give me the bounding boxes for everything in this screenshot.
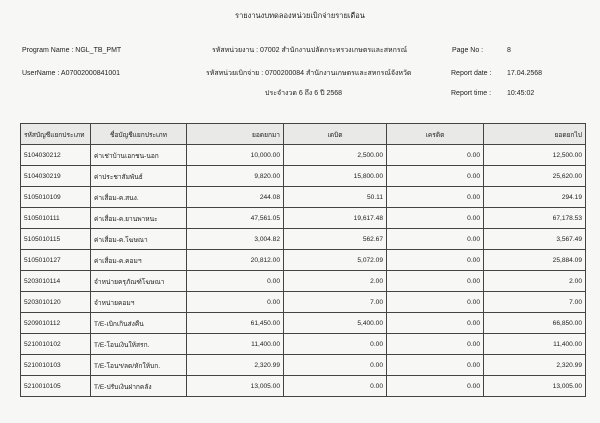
debit-cell: 2,500.00 [284, 145, 387, 166]
report-date-label: Report date : [451, 70, 492, 77]
debit-cell: 562.67 [284, 229, 387, 250]
brought-forward-cell: 0.00 [187, 271, 284, 292]
table-row [21, 208, 586, 229]
account-name-cell: T/E-โอนฯ/ลด/หักให้บก. [91, 355, 187, 376]
table-row [21, 250, 586, 271]
carried-forward-cell: 2.00 [484, 271, 586, 292]
debit-cell: 2.00 [284, 271, 387, 292]
brought-forward-cell: 244.08 [187, 187, 284, 208]
table-row [21, 145, 586, 166]
debit-cell: 5,400.00 [284, 313, 387, 334]
credit-cell: 0.00 [387, 187, 484, 208]
report-time-label: Report time : [451, 90, 492, 97]
account-name-cell: ค่าเช่าบ้านเอกชน-นอก [91, 145, 187, 166]
debit-cell: 50.11 [284, 187, 387, 208]
column-header-carried-forward: ยอดยกไป [484, 124, 586, 145]
debit-cell: 19,617.48 [284, 208, 387, 229]
account-name-cell: T/E-โอนเงินให้สรก. [91, 334, 187, 355]
brought-forward-cell: 0.00 [187, 292, 284, 313]
trial-balance-table [20, 123, 586, 397]
account-code-cell: 5210010103 [21, 355, 91, 376]
brought-forward-cell: 61,450.00 [187, 313, 284, 334]
username: UserName : A07002000841001 [22, 70, 121, 77]
account-code-cell: 5104030219 [21, 166, 91, 187]
table-header-row [21, 124, 586, 145]
column-header-debit: เดบิต [284, 124, 387, 145]
carried-forward-cell: 3,567.49 [484, 229, 586, 250]
credit-cell: 0.00 [387, 271, 484, 292]
debit-cell: 0.00 [284, 376, 387, 397]
credit-cell: 0.00 [387, 166, 484, 187]
carried-forward-cell: 11,400.00 [484, 334, 586, 355]
credit-cell: 0.00 [387, 355, 484, 376]
report-date: 17.04.2568 [507, 70, 543, 77]
account-name-cell: ค่าประชาสัมพันธ์ [91, 166, 187, 187]
table-row [21, 187, 586, 208]
debit-cell: 5,072.09 [284, 250, 387, 271]
account-name-cell: T/E-เบิกเกินส่งคืน [91, 313, 187, 334]
credit-cell: 0.00 [387, 334, 484, 355]
account-code-cell: 5210010105 [21, 376, 91, 397]
account-code-cell: 5105010109 [21, 187, 91, 208]
report-title: รายงานงบทดลองหน่วยเบิกจ่ายรายเดือน [235, 11, 365, 20]
account-name-cell: ค่าเสื่อม-ค.คอมฯ [91, 250, 187, 271]
table-row [21, 292, 586, 313]
account-code-cell: 5203010114 [21, 271, 91, 292]
debit-cell: 0.00 [284, 334, 387, 355]
credit-cell: 0.00 [387, 313, 484, 334]
disbursing-unit: รหัสหน่วยเบิกจ่าย : 0700200084 สำนักงานเกษตรและสหกรณ์จังหวัด [206, 70, 412, 77]
program-name: Program Name : NGL_TB_PMT [22, 47, 122, 54]
carried-forward-cell: 25,620.00 [484, 166, 586, 187]
table-row [21, 313, 586, 334]
account-code-cell: 5105010111 [21, 208, 91, 229]
credit-cell: 0.00 [387, 145, 484, 166]
table-row [21, 271, 586, 292]
credit-cell: 0.00 [387, 208, 484, 229]
debit-cell: 7.00 [284, 292, 387, 313]
account-name-cell: จำหน่ายครุภัณฑ์โฆษณา [91, 271, 187, 292]
account-code-cell: 5105010115 [21, 229, 91, 250]
account-code-cell: 5104030212 [21, 145, 91, 166]
column-header-account-code: รหัสบัญชีแยกประเภท [21, 124, 91, 145]
column-header-brought-forward: ยอดยกมา [187, 124, 284, 145]
account-code-cell: 5210010102 [21, 334, 91, 355]
brought-forward-cell: 20,812.00 [187, 250, 284, 271]
brought-forward-cell: 2,320.99 [187, 355, 284, 376]
agency-code: รหัสหน่วยงาน : 07002 สำนักงานปลัดกระทรวงเกษตรและสหกรณ์ [212, 47, 408, 54]
account-name-cell: จำหน่ายคอมฯ [91, 292, 187, 313]
brought-forward-cell: 9,820.00 [187, 166, 284, 187]
column-header-credit: เครดิต [387, 124, 484, 145]
report-time: 10:45:02 [507, 90, 535, 97]
carried-forward-cell: 25,884.09 [484, 250, 586, 271]
brought-forward-cell: 3,004.82 [187, 229, 284, 250]
account-code-cell: 5105010127 [21, 250, 91, 271]
brought-forward-cell: 10,000.00 [187, 145, 284, 166]
account-name-cell: ค่าเสื่อม-ค.ยานพาหนะ [91, 208, 187, 229]
credit-cell: 0.00 [387, 250, 484, 271]
account-name-cell: ค่าเสื่อม-ค.สนง. [91, 187, 187, 208]
account-name-cell: ค่าเสื่อม-ค.โฆษณา [91, 229, 187, 250]
debit-cell: 15,800.00 [284, 166, 387, 187]
carried-forward-cell: 12,500.00 [484, 145, 586, 166]
table-row [21, 229, 586, 250]
column-header-account-name: ชื่อบัญชีแยกประเภท [91, 124, 187, 145]
carried-forward-cell: 7.00 [484, 292, 586, 313]
table-row [21, 166, 586, 187]
brought-forward-cell: 47,561.05 [187, 208, 284, 229]
report-period: ประจำงวด 6 ถึง 6 ปี 2568 [265, 90, 343, 97]
account-name-cell: T/E-ปรับเงินฝากคลัง [91, 376, 187, 397]
credit-cell: 0.00 [387, 376, 484, 397]
table-row [21, 376, 586, 397]
brought-forward-cell: 13,005.00 [187, 376, 284, 397]
credit-cell: 0.00 [387, 292, 484, 313]
account-code-cell: 5209010112 [21, 313, 91, 334]
credit-cell: 0.00 [387, 229, 484, 250]
debit-cell: 0.00 [284, 355, 387, 376]
account-code-cell: 5203010120 [21, 292, 91, 313]
table-row [21, 334, 586, 355]
carried-forward-cell: 67,178.53 [484, 208, 586, 229]
page-no-label: Page No : [452, 47, 484, 54]
carried-forward-cell: 294.19 [484, 187, 586, 208]
carried-forward-cell: 2,320.99 [484, 355, 586, 376]
carried-forward-cell: 66,850.00 [484, 313, 586, 334]
page-no: 8 [507, 47, 511, 54]
table-row [21, 355, 586, 376]
brought-forward-cell: 11,400.00 [187, 334, 284, 355]
carried-forward-cell: 13,005.00 [484, 376, 586, 397]
